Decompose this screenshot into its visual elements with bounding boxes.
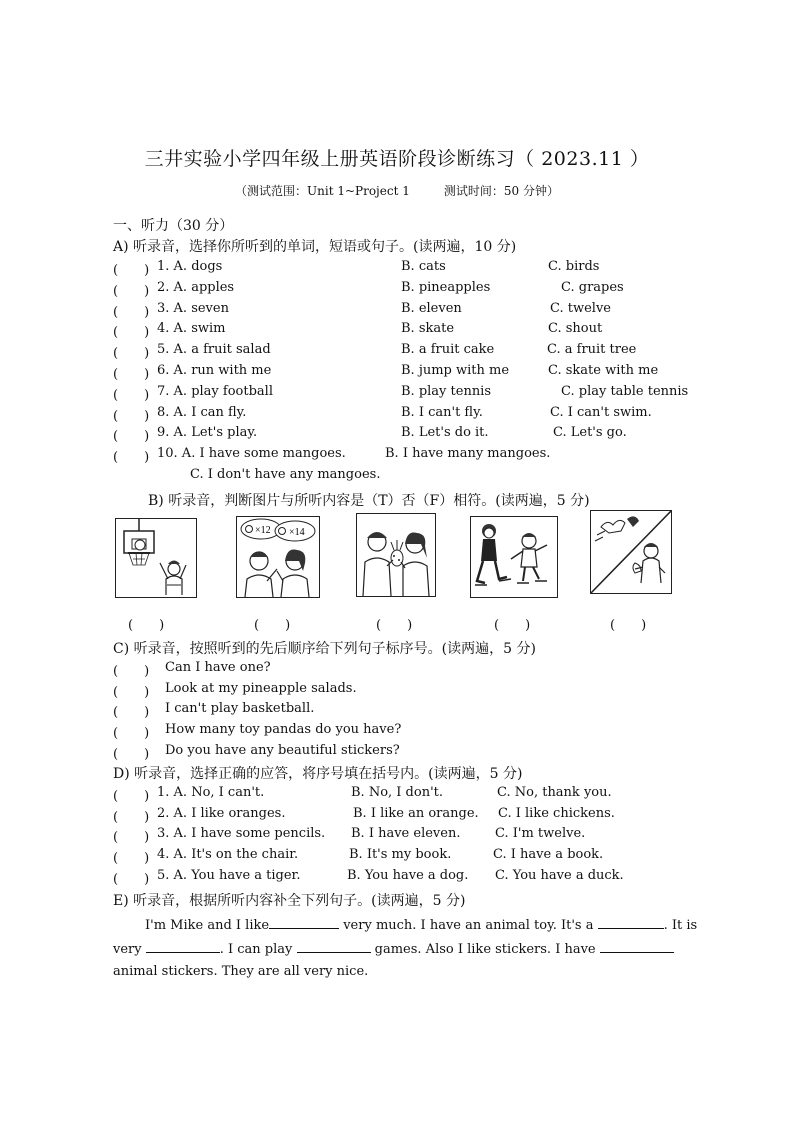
- passage-text: games. Also I like stickers. I have: [370, 942, 596, 957]
- answer-paren[interactable]: ( ): [113, 388, 150, 403]
- counting-picture: [236, 516, 320, 598]
- page-title: 三井实验小学四年级上册英语阶段诊断练习（ 2023.11 ）: [144, 148, 650, 170]
- answer-paren[interactable]: ( ): [113, 872, 150, 887]
- passage-text: very much. I have an animal toy. It's a: [339, 918, 598, 933]
- option-b: B. eleven: [401, 301, 462, 316]
- option-a: 3. A. I have some pencils.: [157, 826, 326, 841]
- option-c: C. twelve: [550, 301, 611, 316]
- part-a-instruction: A) 听录音，选择你所听到的单词，短语或句子。(读两遍，10 分): [113, 239, 517, 255]
- answer-paren[interactable]: ( ): [254, 618, 291, 633]
- passage-text: very: [113, 942, 146, 957]
- answer-paren[interactable]: ( ): [113, 346, 150, 361]
- option-c: C. I have a book.: [493, 847, 604, 862]
- option-b: B. pineapples: [401, 280, 491, 295]
- option-a: 4. A. It's on the chair.: [157, 847, 299, 862]
- option-a: 7. A. play football: [157, 384, 273, 399]
- sentence: Can I have one?: [165, 660, 271, 675]
- part-c-instruction: C) 听录音，按照听到的先后顺序给下列句子标序号。(读两遍，5 分): [113, 641, 536, 657]
- answer-paren[interactable]: ( ): [113, 325, 150, 340]
- skating-drawing: [471, 517, 557, 597]
- sentence: Do you have any beautiful stickers?: [165, 743, 400, 758]
- part-d-instruction: D) 听录音，选择正确的应答，将序号填在括号内。(读两遍，5 分): [113, 766, 523, 782]
- option-b: B. No, I don't.: [351, 785, 444, 800]
- basketball-picture: [115, 518, 197, 598]
- option-c: C. skate with me: [548, 363, 659, 378]
- option-a: 8. A. I can fly.: [157, 405, 247, 420]
- option-b: B. play tennis: [401, 384, 492, 399]
- passage-line-1: [145, 916, 697, 933]
- kite-drawing: [591, 511, 671, 593]
- answer-paren[interactable]: ( ): [128, 618, 165, 633]
- fill-blank[interactable]: [146, 940, 220, 953]
- passage-text: . It is: [663, 918, 698, 933]
- option-b: B. jump with me: [401, 363, 510, 378]
- option-c: C. You have a duck.: [495, 868, 624, 883]
- answer-paren[interactable]: ( ): [376, 618, 413, 633]
- part-e-instruction: E) 听录音，根据所听内容补全下列句子。(读两遍，5 分): [113, 893, 466, 909]
- fruit-drawing: [357, 514, 435, 596]
- kite-picture: [590, 510, 672, 594]
- option-c: C. I'm twelve.: [495, 826, 586, 841]
- answer-paren[interactable]: ( ): [113, 789, 150, 804]
- answer-paren[interactable]: ( ): [113, 830, 150, 845]
- answer-paren[interactable]: ( ): [113, 284, 150, 299]
- test-range: （测试范围：Unit 1~Project 1: [235, 184, 410, 198]
- option-c: C. Let's go.: [553, 425, 627, 440]
- option-a: 5. A. a fruit salad: [157, 342, 271, 357]
- answer-paren[interactable]: ( ): [610, 618, 647, 633]
- sentence: How many toy pandas do you have?: [165, 722, 402, 737]
- answer-paren[interactable]: ( ): [113, 664, 150, 679]
- answer-paren[interactable]: ( ): [113, 429, 150, 444]
- passage-text: I'm Mike and I like: [145, 918, 270, 933]
- passage-line-3: animal stickers. They are all very nice.: [113, 964, 369, 979]
- option-b: B. I like an orange.: [353, 806, 479, 821]
- sentence: I can't play basketball.: [165, 701, 315, 716]
- option-b: B. I have eleven.: [351, 826, 461, 841]
- option-a: 5. A. You have a tiger.: [157, 868, 301, 883]
- fill-blank[interactable]: [297, 940, 371, 953]
- option-b: B. I can't fly.: [401, 405, 483, 420]
- option-b: B. skate: [401, 321, 455, 336]
- option-a: 10. A. I have some mangoes.: [157, 446, 346, 461]
- fill-blank[interactable]: [598, 916, 664, 929]
- option-a: 4. A. swim: [157, 321, 226, 336]
- answer-paren[interactable]: ( ): [113, 450, 150, 465]
- answer-paren[interactable]: ( ): [113, 705, 150, 720]
- option-a: 2. A. I like oranges.: [157, 806, 286, 821]
- option-c: C. shout: [548, 321, 603, 336]
- option-c: C. I don't have any mangoes.: [190, 467, 381, 482]
- fruit-picture: [356, 513, 436, 597]
- sentence: Look at my pineapple salads.: [165, 681, 357, 696]
- counting-drawing: [237, 517, 319, 597]
- fill-blank[interactable]: [600, 940, 674, 953]
- option-a: 9. A. Let's play.: [157, 425, 258, 440]
- option-c: C. a fruit tree: [547, 342, 637, 357]
- basketball-drawing: [116, 519, 196, 597]
- option-b: B. I have many mangoes.: [385, 446, 551, 461]
- option-b: B. a fruit cake: [401, 342, 495, 357]
- answer-paren[interactable]: ( ): [113, 851, 150, 866]
- option-a: 1. A. dogs: [157, 259, 223, 274]
- answer-paren[interactable]: ( ): [113, 367, 150, 382]
- answer-paren[interactable]: ( ): [113, 810, 150, 825]
- option-a: 3. A. seven: [157, 301, 229, 316]
- option-c: C. grapes: [561, 280, 624, 295]
- page-subtitle: [0, 182, 794, 199]
- option-b: B. You have a dog.: [347, 868, 469, 883]
- bubble-count-b: ×14: [289, 527, 305, 538]
- option-a: 2. A. apples: [157, 280, 235, 295]
- skating-picture: [470, 516, 558, 598]
- fill-blank[interactable]: [269, 916, 339, 929]
- passage-line-2: [113, 940, 674, 957]
- answer-paren[interactable]: ( ): [113, 685, 150, 700]
- option-b: B. cats: [401, 259, 446, 274]
- test-time: 测试时间：50 分钟）: [443, 184, 559, 198]
- passage-text: . I can play: [219, 942, 297, 957]
- answer-paren[interactable]: ( ): [494, 618, 531, 633]
- option-c: C. birds: [548, 259, 600, 274]
- option-a: 1. A. No, I can't.: [157, 785, 265, 800]
- option-c: C. I can't swim.: [550, 405, 652, 420]
- bubble-count-a: ×12: [255, 525, 271, 536]
- option-b: B. Let's do it.: [401, 425, 489, 440]
- listening-heading: 一、听力（30 分）: [113, 218, 234, 234]
- answer-paren[interactable]: ( ): [113, 747, 150, 762]
- option-c: C. I like chickens.: [498, 806, 615, 821]
- option-c: C. No, thank you.: [497, 785, 612, 800]
- option-b: B. It's my book.: [349, 847, 452, 862]
- option-c: C. play table tennis: [561, 384, 689, 399]
- answer-paren[interactable]: ( ): [113, 263, 150, 278]
- answer-paren[interactable]: ( ): [113, 409, 150, 424]
- answer-paren[interactable]: ( ): [113, 305, 150, 320]
- part-b-instruction: B) 听录音，判断图片与所听内容是（T）否（F）相符。(读两遍，5 分): [148, 493, 590, 509]
- option-a: 6. A. run with me: [157, 363, 272, 378]
- answer-paren[interactable]: ( ): [113, 726, 150, 741]
